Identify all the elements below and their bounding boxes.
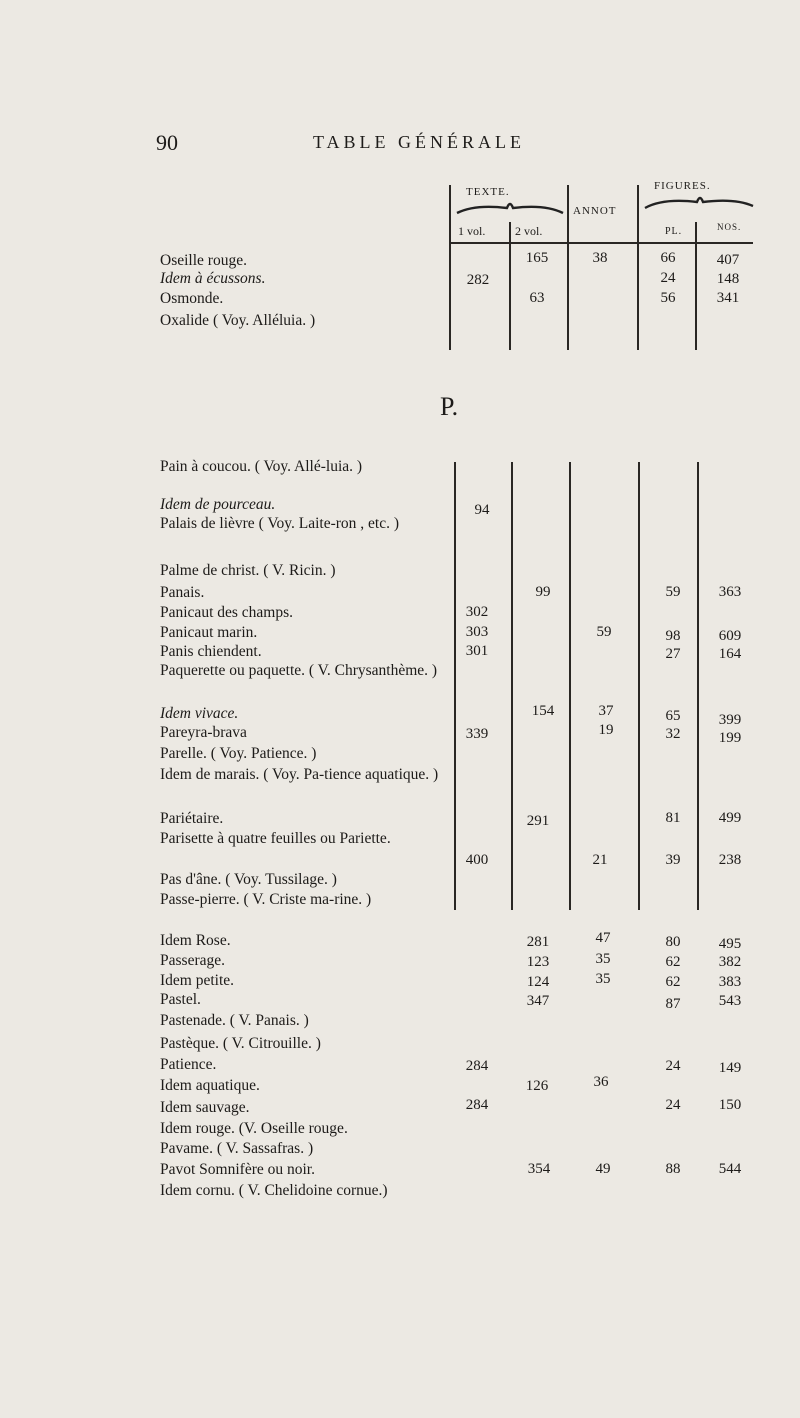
entry-label: Panais.	[160, 584, 205, 601]
pl-value: 59	[665, 584, 681, 600]
header-rule	[449, 242, 753, 244]
vol2-value: 63	[529, 290, 545, 306]
nos-value: 363	[718, 584, 742, 600]
entry-label: Idem aquatique.	[160, 1077, 260, 1094]
annot-value: 37	[598, 703, 614, 719]
vol2-value: 124	[526, 974, 550, 990]
nos-value: 149	[718, 1060, 742, 1076]
entry-label: Palme de christ. ( V. Ricin. )	[160, 562, 336, 579]
vol2-value: 99	[535, 584, 551, 600]
entry-label: Panicaut marin.	[160, 624, 258, 641]
pl-value: 32	[665, 726, 681, 742]
nos-value: 382	[718, 954, 742, 970]
annot-value: 35	[595, 951, 611, 967]
column-header-vol2: 2 vol.	[515, 224, 543, 238]
nos-value: 164	[718, 646, 742, 662]
entry-label: Panis chiendent.	[160, 643, 262, 660]
nos-value: 407	[716, 252, 740, 268]
annot-value: 19	[598, 722, 614, 738]
texte-brace-icon	[455, 200, 565, 216]
vol2-value: 354	[527, 1161, 551, 1177]
pl-value: 62	[665, 954, 681, 970]
vol1-value: 284	[465, 1097, 489, 1113]
entry-label: Panicaut des champs.	[160, 604, 294, 621]
entry-label: Idem petite.	[160, 972, 235, 989]
nos-value: 148	[716, 271, 740, 287]
vol1-value: 94	[474, 502, 490, 518]
nos-value: 383	[718, 974, 742, 990]
pl-value: 56	[660, 290, 676, 306]
nos-value: 399	[718, 712, 742, 728]
pl-value: 88	[665, 1161, 681, 1177]
pl-value: 24	[660, 270, 676, 286]
entry-label: Idem rouge. (V. Oseille rouge.	[160, 1120, 348, 1137]
vol2-value: 291	[526, 813, 550, 829]
column-rule	[697, 462, 699, 910]
entry-label: Idem sauvage.	[160, 1099, 250, 1116]
nos-value: 341	[716, 290, 740, 306]
entry-label: Osmonde.	[160, 290, 224, 307]
pl-value: 80	[665, 934, 681, 950]
pl-value: 87	[665, 996, 681, 1012]
column-rule	[511, 462, 513, 910]
nos-value: 495	[718, 936, 742, 952]
column-header-figures: FIGURES.	[654, 180, 711, 192]
annot-value: 49	[595, 1161, 611, 1177]
entry-label: Parelle. ( Voy. Patience. )	[160, 745, 317, 762]
entry-label: Pain à coucou. ( Voy. Allé-luia. )	[160, 458, 363, 475]
annot-value: 47	[595, 930, 611, 946]
entry-label: Idem cornu. ( V. Chelidoine cornue.)	[160, 1182, 388, 1199]
entry-label: Idem de pourceau.	[160, 496, 276, 513]
vol2-value: 126	[525, 1078, 549, 1094]
entry-label: Passerage.	[160, 952, 225, 969]
entry-label: Idem Rose.	[160, 932, 231, 949]
vol2-value: 154	[531, 703, 555, 719]
entry-label: Pareyra-brava	[160, 724, 247, 741]
vol1-value: 303	[465, 624, 489, 640]
entry-label: Pastèque. ( V. Citrouille. )	[160, 1035, 321, 1052]
entry-label: Oxalide ( Voy. Alléluia. )	[160, 312, 316, 329]
entry-label: Idem à écussons.	[160, 270, 266, 287]
pl-value: 65	[665, 708, 681, 724]
nos-value: 544	[718, 1161, 742, 1177]
entry-label: Palais de lièvre ( Voy. Laite-ron , etc. )	[160, 515, 400, 532]
column-header-nos: NOS.	[717, 222, 742, 232]
column-header-pl: PL.	[665, 226, 683, 237]
vol1-value: 284	[465, 1058, 489, 1074]
page-number: 90	[156, 130, 178, 155]
entry-label: Idem vivace.	[160, 705, 239, 722]
column-header-vol1: 1 vol.	[458, 224, 486, 238]
column-rule	[567, 185, 569, 350]
vol1-value: 302	[465, 604, 489, 620]
vol1-value: 301	[465, 643, 489, 659]
entry-label: Pariétaire.	[160, 810, 224, 827]
vol1-value: 339	[465, 726, 489, 742]
entry-label: Parisette à quatre feuilles ou Pariette.	[160, 830, 391, 847]
nos-value: 543	[718, 993, 742, 1009]
running-title: TABLE GÉNÉRALE	[313, 132, 526, 152]
vol2-value: 165	[525, 250, 549, 266]
column-rule	[454, 462, 456, 910]
annot-value: 59	[596, 624, 612, 640]
annot-value: 38	[592, 250, 608, 266]
nos-value: 199	[718, 730, 742, 746]
section-letter: P.	[440, 392, 459, 421]
entry-label: Pavame. ( V. Sassafras. )	[160, 1140, 314, 1157]
column-rule	[569, 462, 571, 910]
vol2-value: 281	[526, 934, 550, 950]
pl-value: 66	[660, 250, 676, 266]
entry-label: Pavot Somnifère ou noir.	[160, 1161, 315, 1178]
entry-label: Pas d'âne. ( Voy. Tussilage. )	[160, 871, 337, 888]
annot-value: 21	[592, 852, 608, 868]
nos-value: 150	[718, 1097, 742, 1113]
column-rule	[637, 185, 639, 350]
pl-value: 39	[665, 852, 681, 868]
entry-label: Patience.	[160, 1056, 217, 1073]
vol2-value: 123	[526, 954, 550, 970]
pl-value: 81	[665, 810, 681, 826]
nos-value: 499	[718, 810, 742, 826]
entry-label: Pastel.	[160, 991, 201, 1008]
pl-value: 24	[665, 1058, 681, 1074]
entry-label: Pastenade. ( V. Panais. )	[160, 1012, 309, 1029]
column-header-texte: TEXTE.	[466, 186, 510, 198]
pl-value: 62	[665, 974, 681, 990]
pl-value: 98	[665, 628, 681, 644]
entry-label: Paquerette ou paquette. ( V. Chrysanthème. )	[160, 662, 438, 679]
column-rule	[638, 462, 640, 910]
vol1-value: 282	[466, 272, 490, 288]
vol2-value: 347	[526, 993, 550, 1009]
vol1-value: 400	[465, 852, 489, 868]
figures-brace-icon	[643, 194, 755, 210]
entry-label: Passe-pierre. ( V. Criste ma-rine. )	[160, 891, 372, 908]
entry-label: Idem de marais. ( Voy. Pa-tience aquatique. )	[160, 766, 439, 783]
nos-value: 609	[718, 628, 742, 644]
column-rule	[695, 222, 697, 350]
pl-value: 27	[665, 646, 681, 662]
annot-value: 36	[593, 1074, 609, 1090]
entry-label: Oseille rouge.	[160, 252, 247, 269]
pl-value: 24	[665, 1097, 681, 1113]
annot-value: 35	[595, 971, 611, 987]
column-rule	[509, 222, 511, 350]
column-header-annot: ANNOT	[573, 205, 617, 217]
nos-value: 238	[718, 852, 742, 868]
